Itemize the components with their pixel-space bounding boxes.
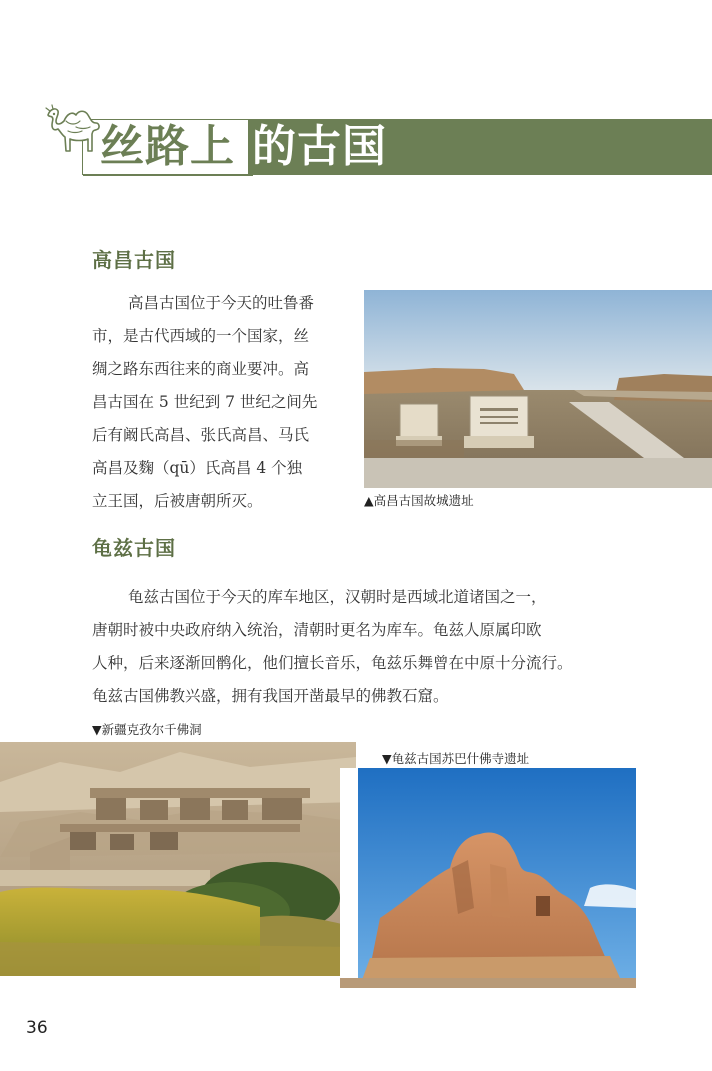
paragraph-line: 高昌古国位于今天的吐鲁番 (128, 294, 315, 312)
camel-icon (42, 101, 104, 157)
paragraph-line: 后有阚氏高昌、张氏高昌、马氏 (92, 426, 310, 444)
paragraph-line: 人种，后来逐渐回鹘化，他们擅长音乐，龟兹乐舞曾在中原十分流行。 (92, 654, 573, 672)
caption-subashi-photo: ▼龟兹古国苏巴什佛寺遗址 (382, 751, 530, 766)
paragraph-gaochang (92, 287, 317, 518)
paragraph-qiuci (92, 581, 573, 713)
paragraph-line: 立王国，后被唐朝所灭。 (92, 492, 263, 510)
caption-gaochang-photo: ▲高昌古国故城遗址 (364, 493, 474, 508)
section-heading-qiuci: 龟兹古国 (92, 536, 176, 560)
caption-kizil-photo: ▼新疆克孜尔千佛洞 (92, 722, 202, 737)
title-text-part1: 丝路上 (100, 121, 235, 172)
photo-kizil-caves (0, 742, 356, 976)
paragraph-line: 龟兹古国佛教兴盛，拥有我国开凿最早的佛教石窟。 (92, 687, 449, 705)
paragraph-line: 唐朝时被中央政府纳入统治，清朝时更名为库车。龟兹人原属印欧 (92, 621, 542, 639)
page-number: 36 (26, 1018, 48, 1038)
section-heading-gaochang: 高昌古国 (92, 248, 176, 272)
paragraph-line: 龟兹古国位于今天的库车地区，汉朝时是西域北道诸国之一， (128, 588, 547, 606)
paragraph-line: 昌古国在 5 世纪到 7 世纪之间先 (92, 393, 318, 411)
paragraph-line: 绸之路东西往来的商业要冲。高 (92, 360, 310, 378)
photo-subashi-ruins (340, 768, 636, 988)
title-text-part2: 的古国 (252, 121, 387, 172)
paragraph-line: 市，是古代西域的一个国家，丝 (92, 327, 310, 345)
paragraph-line: 高昌及麴（qū）氏高昌 4 个独 (92, 459, 303, 477)
photo-gaochang-ruins (364, 290, 712, 488)
